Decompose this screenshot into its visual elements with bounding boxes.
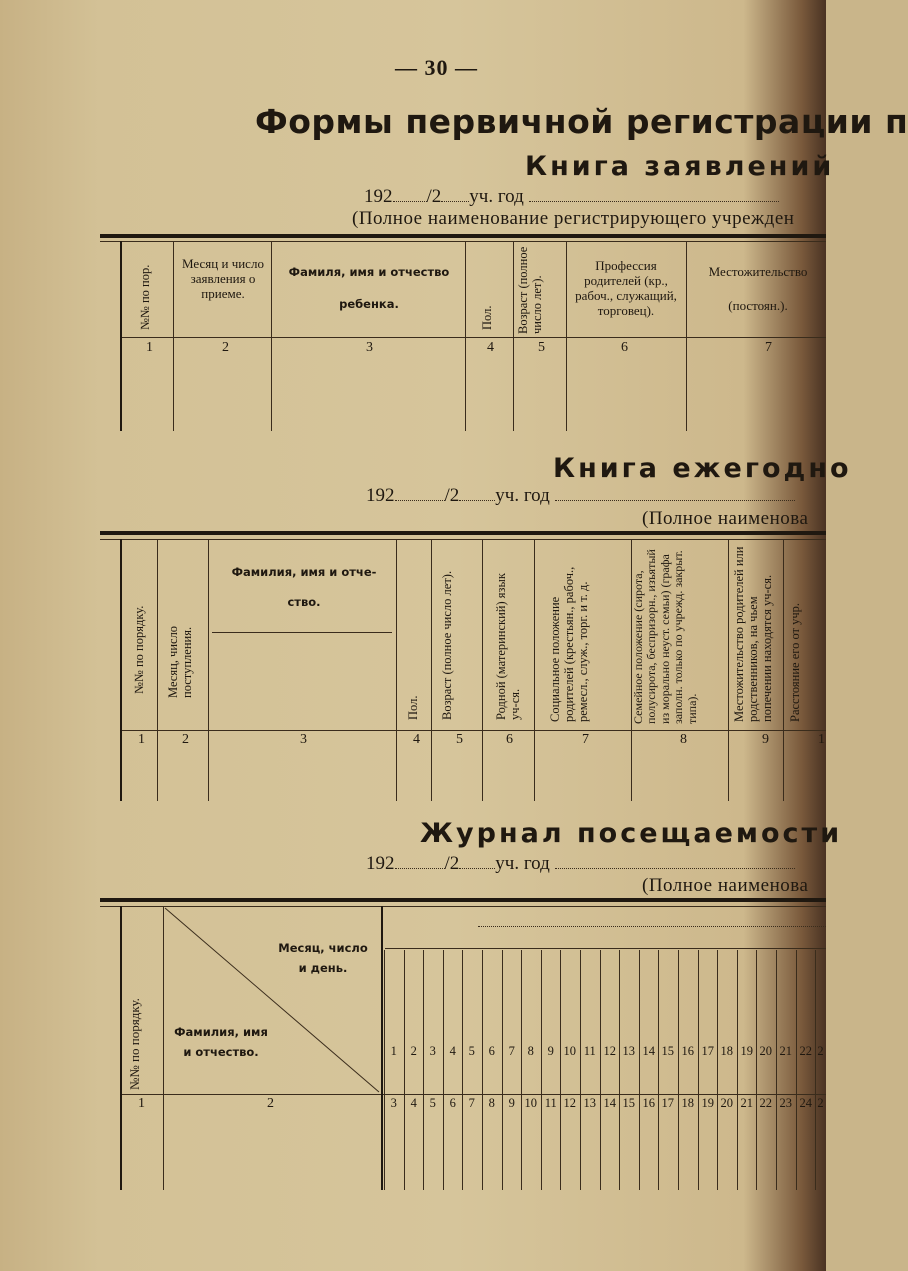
school-year-label: уч. год [469, 186, 524, 207]
column-number: 9 [508, 1096, 515, 1110]
book2-head-col3a: Фамилия, имя и отче- [231, 565, 377, 579]
diagonal-divider [163, 906, 381, 1094]
book1-head-col3a: Фамиля, имя и отчество [288, 265, 450, 279]
column-number: 14 [603, 1096, 617, 1110]
day-number: 2 [817, 1044, 824, 1058]
day-column-line [756, 950, 757, 1190]
day-column-line [541, 950, 542, 1190]
year-label: 192 [364, 186, 393, 207]
column-number: 5 [429, 1096, 436, 1110]
day-column-line [678, 950, 679, 1190]
book2-colnum: 5 [456, 732, 463, 747]
book2-head-col3b: ство. [287, 595, 321, 609]
journal-diag-top-a: Месяц, число [278, 941, 368, 955]
book1-subtitle: (Полное наименование регистрирующего учрежден [352, 208, 795, 229]
day-column-line [600, 950, 601, 1190]
column-number: 24 [799, 1096, 813, 1110]
book1-head-col1: №№ по пор. [138, 264, 152, 330]
day-column-line [796, 950, 797, 1190]
column-number: 13 [583, 1096, 597, 1110]
day-column-line [717, 950, 718, 1190]
column-number: 18 [681, 1096, 695, 1110]
page-number: — 30 — [395, 55, 478, 80]
day-column-line [737, 950, 738, 1190]
journal-year-line [366, 853, 795, 875]
day-column-line [521, 950, 522, 1190]
day-column-line [698, 950, 699, 1190]
column-number: 10 [524, 1096, 538, 1110]
book1-colnum: 7 [765, 340, 772, 355]
year-label: 192 [366, 485, 395, 506]
day-number: 1 [390, 1044, 397, 1058]
book2-head-col9: Местожительство родителей или родственников, на чьем попечении находятся уч-ся. [732, 546, 774, 722]
book2-colnum: 3 [300, 732, 307, 747]
day-column-line [580, 950, 581, 1190]
day-column-line [443, 950, 444, 1190]
book2-head-col2: Месяц, число поступления. [166, 625, 194, 698]
journal-colnum: 1 [138, 1096, 145, 1111]
column-number: 2 [817, 1096, 824, 1110]
book2-colnum: 7 [582, 732, 589, 747]
journal-diag-bottom-a: Фамилия, имя [174, 1025, 268, 1039]
book2-colnum: 1 [138, 732, 145, 747]
column-number: 7 [468, 1096, 475, 1110]
day-number: 12 [603, 1044, 617, 1058]
book2-subtitle: (Полное наименова [642, 508, 809, 529]
column-number: 17 [661, 1096, 675, 1110]
day-number: 17 [701, 1044, 715, 1058]
column-number: 19 [701, 1096, 715, 1110]
book2-head-col1: №№ по порядку. [132, 605, 146, 694]
main-title: Формы первичной регистрации п [255, 102, 908, 141]
school-year-label: уч. год [495, 853, 550, 874]
journal-head-col1: №№ по порядку. [127, 998, 142, 1090]
column-number: 6 [449, 1096, 456, 1110]
day-number: 4 [449, 1044, 456, 1058]
day-number: 18 [720, 1044, 734, 1058]
column-number: 8 [488, 1096, 495, 1110]
column-number: 15 [622, 1096, 636, 1110]
book2-title: Книга ежегодно [553, 453, 852, 484]
school-year-label: уч. год [495, 485, 550, 506]
slash-label: /2 [444, 853, 460, 874]
book2-head-col4: Пол. [406, 695, 420, 720]
day-number: 15 [661, 1044, 675, 1058]
day-column-line [462, 950, 463, 1190]
day-number: 5 [468, 1044, 475, 1058]
column-number: 3 [390, 1096, 397, 1110]
column-number: 12 [563, 1096, 577, 1110]
book1-colnum: 5 [538, 340, 545, 355]
book1-colnum: 6 [621, 340, 628, 355]
book1-colnum: 3 [366, 340, 373, 355]
book2-colnum: 4 [413, 732, 420, 747]
day-number: 21 [779, 1044, 793, 1058]
book1-year-line [364, 186, 779, 208]
book1-head-col7a: Местожительство [708, 264, 808, 279]
day-number: 10 [563, 1044, 577, 1058]
slash-label: /2 [426, 186, 442, 207]
column-number: 16 [642, 1096, 656, 1110]
day-column-line [658, 950, 659, 1190]
book2-colnum: 1 [818, 732, 825, 747]
day-column-line [502, 950, 503, 1190]
book1-colnum: 2 [222, 340, 229, 355]
day-column-line [423, 950, 424, 1190]
year-label: 192 [366, 853, 395, 874]
day-number: 13 [622, 1044, 636, 1058]
column-number: 4 [410, 1096, 417, 1110]
book2-colnum: 6 [506, 732, 513, 747]
column-number: 11 [544, 1096, 557, 1110]
day-number: 9 [547, 1044, 554, 1058]
book2-head-col10: Расстояние его от учр. [788, 602, 802, 722]
book2-colnum: 2 [182, 732, 189, 747]
day-number: 19 [740, 1044, 754, 1058]
day-number: 7 [508, 1044, 515, 1058]
day-number: 20 [759, 1044, 773, 1058]
journal-subtitle: (Полное наименова [642, 875, 809, 896]
day-column-line [776, 950, 777, 1190]
book1-head-col5: Возраст (полное число лет). [516, 246, 544, 334]
book2-colnum: 8 [680, 732, 687, 747]
book1-colnum: 1 [146, 340, 153, 355]
book1-head-col6: Профессия родителей (кр., рабоч., служащий, торговец). [575, 258, 677, 318]
day-number: 6 [488, 1044, 495, 1058]
day-column-line [815, 950, 816, 1190]
day-number: 16 [681, 1044, 695, 1058]
book1-head-col3b: ребенка. [339, 297, 399, 311]
day-number: 14 [642, 1044, 656, 1058]
book2-head-col5: Возраст (полное число лет). [440, 570, 454, 720]
journal-colnum: 2 [267, 1096, 274, 1111]
column-number: 23 [779, 1096, 793, 1110]
slash-label: /2 [444, 485, 460, 506]
day-number: 22 [799, 1044, 813, 1058]
book1-title: Книга заявлений [525, 151, 835, 182]
column-number: 21 [740, 1096, 754, 1110]
day-column-line [639, 950, 640, 1190]
day-number: 8 [527, 1044, 534, 1058]
book2-head-col7: Социальное положение родителей (крестьян., рабоч., ремесл., служ., торг. и т. д. [548, 566, 590, 722]
journal-diag-top-b: и день. [298, 961, 348, 975]
book1-head-col4: Пол. [480, 305, 494, 330]
journal-title: Журнал посещаемости [420, 818, 843, 849]
day-number: 11 [583, 1044, 596, 1058]
day-column-line [619, 950, 620, 1190]
book2-head-col6: Родной (материнский) язык уч-ся. [494, 573, 522, 720]
day-number: 2 [410, 1044, 417, 1058]
day-number: 3 [429, 1044, 436, 1058]
book2-year-line [366, 485, 795, 507]
book1-head-col7b: (постоян.). [728, 298, 788, 313]
column-number: 20 [720, 1096, 734, 1110]
day-column-line [560, 950, 561, 1190]
book2-colnum: 9 [762, 732, 769, 747]
book2-head-col8: Семейное положение (сирота, полусирота, беспризорн., изъятый из морально неуст. семьи) (графа заполн. только по учрежд. закрыт. типа). [631, 549, 699, 724]
day-column-line [384, 950, 385, 1190]
book1-colnum: 4 [487, 340, 494, 355]
journal-diag-bottom-b: и отчество. [183, 1045, 259, 1059]
column-number: 22 [759, 1096, 773, 1110]
day-column-line [482, 950, 483, 1190]
book1-head-col2: Месяц и число заявления о приеме. [182, 256, 264, 301]
day-column-line [404, 950, 405, 1190]
